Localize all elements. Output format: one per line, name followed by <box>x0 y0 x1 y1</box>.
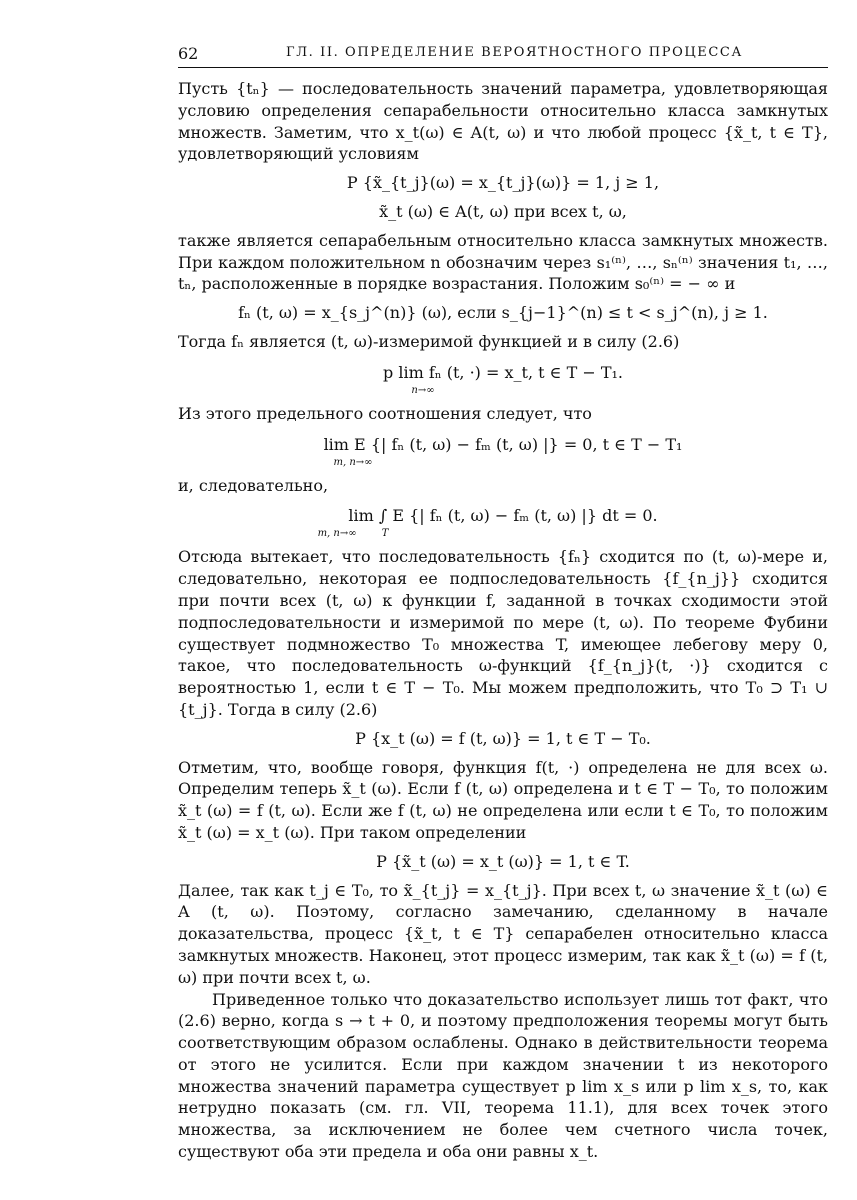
formula-6-limit-subscript: m, n→∞ <box>317 528 357 540</box>
paragraph-6: Отсюда вытекает, что последовательность {fₙ} сходится по (t, ω)-мере и, следовательно, некоторая ее подпоследовательность {f_{n_j}} сходится при почти всех (t, ω) к функции f, заданной в точках сходимости этой подпоследовательности и измеримой по мере (t, ω). По теореме Фубини существует подмножество T₀ множества T, имеющее лебегову меру 0, такое, что последовательность ω-функций {f_{n_j}(t, ·)} сходится с вероятностью 1, если t ∈ T − T₀. Мы можем предположить, что T₀ ⊃ T₁ ∪ {t_j}. Тогда в силу (2.6) <box>178 547 828 719</box>
page-number: 62 <box>178 44 199 63</box>
formula-8: P {x̃_t (ω) = x_t (ω)} = 1, t ∈ T. <box>376 851 630 871</box>
paragraph-1: Пусть {tₙ} — последовательность значений параметра, удовлетворяющая условию определения сепарабельности относительно класса замкнутых множеств. Заметим, что x_t(ω) ∈ A(t, ω) и что любой процесс {x̃_t, t ∈ T}, удовлетворяющий условиям <box>178 79 828 164</box>
paragraph-4: Из этого предельного соотношения следует, что <box>178 403 592 423</box>
formula-5 <box>178 432 828 468</box>
formula-6 <box>178 503 828 539</box>
paragraph-3: Тогда fₙ является (t, ω)-измеримой функцией и в силу (2.6) <box>178 331 680 351</box>
paragraph-7: Отметим, что, вообще говоря, функция f(t, ·) определена не для всех ω. Определим теперь x̃_t (ω). Если f (t, ω) определена и t ∈ T − T₀, то положим x̃_t (ω) = f (t, ω). Если же f (t, ω) не определена или если t ∈ T₀, то положим x̃_t (ω) = x_t (ω). При таком определении <box>178 757 828 842</box>
formula-7: P {x_t (ω) = f (t, ω)} = 1, t ∈ T − T₀. <box>355 728 651 748</box>
paragraph-5: и, следовательно, <box>178 475 329 495</box>
formula-6-integral-subscript: T <box>381 528 389 540</box>
formula-5-body: lim E {| fₙ (t, ω) − fₘ (t, ω) |} = 0, t ∈ T − T₁ <box>323 434 683 454</box>
formula-4-limit-subscript: n→∞ <box>411 384 435 396</box>
paragraph-2: также является сепарабельным относительно класса замкнутых множеств. При каждом положительном n обозначим через s₁⁽ⁿ⁾, …, sₙ⁽ⁿ⁾ значения t₁, …, tₙ, расположенные в порядке возрастания. Положим s₀⁽ⁿ⁾ = − ∞ и <box>178 230 828 294</box>
page-body <box>178 78 828 1163</box>
running-title: ГЛ. II. ОПРЕДЕЛЕНИЕ ВЕРОЯТНОСТНОГО ПРОЦЕССА <box>286 45 743 60</box>
formula-1: P {x̃_{t_j}(ω) = x_{t_j}(ω)} = 1, j ≥ 1, <box>346 173 660 193</box>
paragraph-9: Приведенное только что доказательство использует лишь тот факт, что (2.6) верно, когда s → t + 0, и поэтому предположения теоремы могут быть соответствующим образом ослаблены. Однако в действительности теорема от этого не усилится. Если при каждом значении t из некоторого множества значений параметра существует p lim x_s или p lim x_s, то, как нетрудно показать (см. гл. VII, теорема 11.1), для всех точек этого множества, за исключением не более чем счетного числа точек, существуют оба эти предела и оба они равны x_t. <box>178 989 828 1162</box>
paragraph-8: Далее, так как t_j ∈ T₀, то x̃_{t_j} = x_{t_j}. При всех t, ω значение x̃_t (ω) ∈ A (t, ω). Поэтому, согласно замечанию, сделанному в начале доказательства, процесс {x̃_t, t ∈ T} сепарабелен относительно класса замкнутых множеств. Наконец, этот процесс измерим, так как x̃_t (ω) = f (t, ω) при почти всех t, ω. <box>178 880 828 987</box>
formula-6-body: lim ∫ E {| fₙ (t, ω) − fₘ (t, ω) |} dt = 0. <box>348 506 658 526</box>
formula-3: fₙ (t, ω) = x_{s_j^(n)} (ω), если s_{j−1}^(n) ≤ t < s_j^(n), j ≥ 1. <box>238 303 768 323</box>
formula-2: x̃_t (ω) ∈ A(t, ω) при всех t, ω, <box>379 201 627 221</box>
page-header <box>178 41 828 68</box>
formula-4-body: p lim fₙ (t, ·) = x_t, t ∈ T − T₁. <box>383 362 623 382</box>
formula-4 <box>178 360 828 396</box>
formula-5-limit-subscript: m, n→∞ <box>333 456 373 468</box>
